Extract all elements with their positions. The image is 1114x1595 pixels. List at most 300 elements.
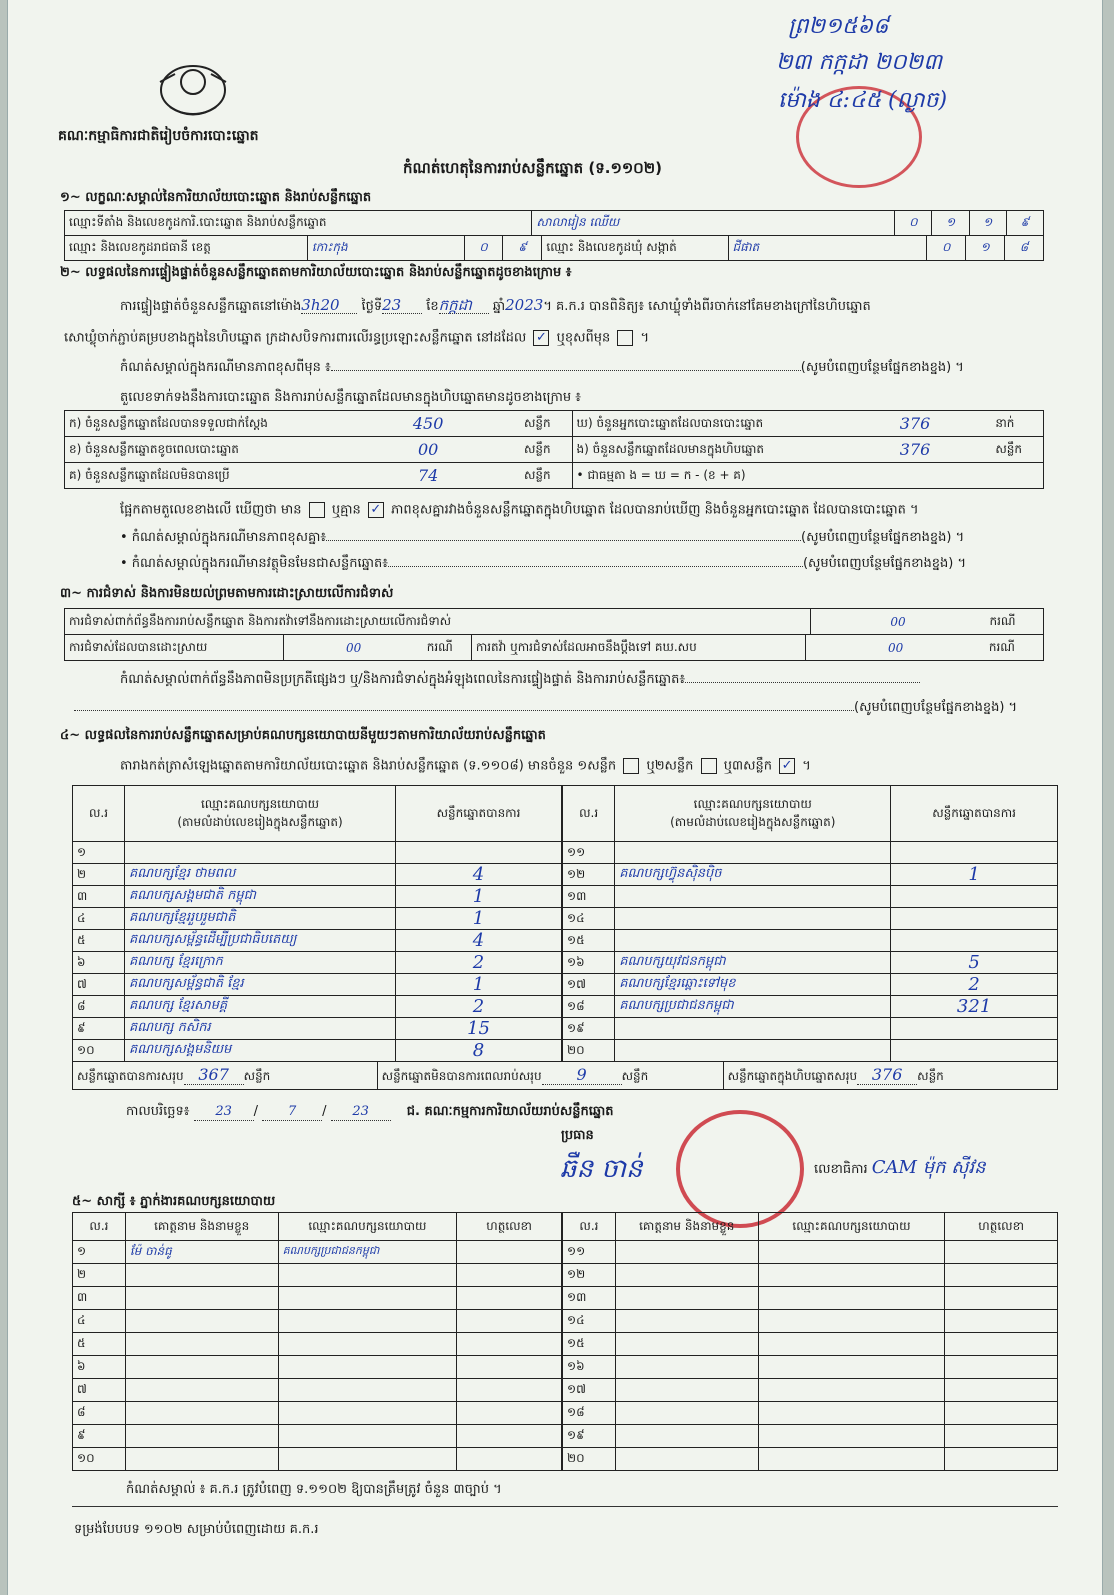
witness-name[interactable]: ម៉ែ ចាន់ធូ xyxy=(125,1241,278,1264)
bullet2-hint: (សូមបំពេញបន្ថែមផ្នែកខាងខ្នង) ។ xyxy=(802,556,967,571)
party-votes[interactable]: 321 xyxy=(891,996,1058,1018)
party-votes[interactable]: 4 xyxy=(396,864,562,886)
witness-party[interactable] xyxy=(278,1287,457,1310)
witness-name[interactable] xyxy=(125,1287,278,1310)
witness-name[interactable] xyxy=(615,1425,758,1448)
figures-row xyxy=(65,411,1044,437)
party-name[interactable]: គណបក្សសម្ព័ន្ធដើម្បីប្រជាធិបតេយ្យ xyxy=(125,930,396,952)
witness-signature[interactable] xyxy=(945,1425,1058,1448)
witness-name[interactable] xyxy=(125,1310,278,1333)
objection-count[interactable]: 00 xyxy=(810,609,985,635)
irregularity-note xyxy=(120,672,920,688)
col-votes-header: សន្លឹកឆ្នោតបានការ xyxy=(396,786,562,842)
receipt-time: ម៉ោង ៤:៤៥ (ល្ងាច) xyxy=(778,88,948,113)
party-result-row xyxy=(73,864,562,886)
witness-col-no: ល.រ xyxy=(73,1213,126,1241)
witness-party[interactable] xyxy=(758,1448,945,1471)
row-number: ៩ xyxy=(73,1425,126,1448)
witness-signature[interactable] xyxy=(945,1287,1058,1310)
witness-name[interactable] xyxy=(615,1264,758,1287)
commune-code-digit[interactable]: ១ xyxy=(966,236,1005,261)
one-sheet-checkbox[interactable] xyxy=(623,758,639,774)
row-number: ៣ xyxy=(73,886,125,908)
witness-row xyxy=(563,1379,1058,1402)
party-result-row xyxy=(563,842,1058,864)
party-name[interactable]: គណបក្សសង្គមជាតិ កម្ពុជា xyxy=(125,886,396,908)
witness-name[interactable] xyxy=(125,1333,278,1356)
row-number: ១១ xyxy=(563,842,615,864)
witness-party[interactable] xyxy=(758,1287,945,1310)
col-no-header: ល.រ xyxy=(563,786,615,842)
witness-table-right xyxy=(562,1212,1058,1471)
witness-signature[interactable] xyxy=(457,1402,562,1425)
total-invalid-label: សន្លឹកឆ្នោតមិនបានការពេលរាប់សរុប xyxy=(381,1069,542,1083)
two-sheets-label: ឬ២សន្លឹក xyxy=(646,758,694,774)
nec-emblem-icon xyxy=(150,52,236,122)
col-party-subtitle: (តាមលំដាប់លេខរៀងក្នុងសន្លឹកឆ្នោត) xyxy=(670,814,836,829)
party-name[interactable] xyxy=(615,908,891,930)
row-number: ៤ xyxy=(73,908,125,930)
province-code-digit[interactable]: ៩ xyxy=(503,236,542,261)
bullet-line1 xyxy=(120,530,964,546)
figure-value-right[interactable]: 376 xyxy=(839,411,992,437)
party-name[interactable]: គណបក្ស ខ្មែរក្រោក xyxy=(125,952,396,974)
row-number: ១០ xyxy=(73,1448,126,1471)
party-result-row xyxy=(73,952,562,974)
witness-name[interactable] xyxy=(125,1402,278,1425)
col-party-title: ឈ្មោះគណបក្សនយោបាយ xyxy=(693,796,812,811)
party-name[interactable] xyxy=(125,842,396,864)
row-number: ១៣ xyxy=(563,1287,616,1310)
irregularity-note-field[interactable] xyxy=(685,682,920,683)
date-year[interactable]: 23 xyxy=(331,1104,391,1121)
figure-value-right[interactable] xyxy=(839,463,992,489)
verification-year-label: ឆ្នាំ xyxy=(492,299,506,314)
party-votes[interactable]: 5 xyxy=(891,952,1058,974)
footer-divider xyxy=(72,1506,1058,1507)
figure-unit-right: សន្លឹក xyxy=(991,437,1043,463)
figure-label-left: ខ) ចំនួនសន្លឹកឆ្នោតខូចពេលបោះឆ្នោត xyxy=(65,437,337,463)
bullet1-label: • កំណត់សម្គាល់ក្នុងករណីមានភាពខុសគ្នា៖ xyxy=(120,530,327,545)
changed-label: ឬខុសពីមុន xyxy=(556,330,611,346)
party-result-row xyxy=(73,996,562,1018)
objection-unit: ករណី xyxy=(985,609,1043,635)
witness-name[interactable] xyxy=(615,1402,758,1425)
row-number: ៩ xyxy=(73,1018,125,1040)
witness-party[interactable] xyxy=(758,1333,945,1356)
figure-label-right: ង) ចំនួនសន្លឹកឆ្នោតដែលមានក្នុងហិបឆ្នោត xyxy=(572,437,839,463)
witness-party[interactable] xyxy=(278,1402,457,1425)
figure-unit-left: សន្លឹក xyxy=(520,437,572,463)
witness-name[interactable] xyxy=(615,1379,758,1402)
witness-name[interactable] xyxy=(125,1356,278,1379)
section4-heading: ៤~ លទ្ធផលនៃការរាប់សន្លឹកឆ្នោតសម្រាប់គណបក្សនយោបាយនីមួយៗតាមការិយាល័យរាប់សន្លឹកឆ្នោត xyxy=(60,728,546,743)
witness-signature[interactable] xyxy=(945,1379,1058,1402)
row-number: ២ xyxy=(73,864,125,886)
party-votes[interactable]: 1 xyxy=(396,908,562,930)
row-number: ៧ xyxy=(73,974,125,996)
witness-party[interactable] xyxy=(278,1425,457,1448)
party-votes[interactable]: 4 xyxy=(396,930,562,952)
verification-month-label: ខែ xyxy=(426,299,439,314)
witness-signature[interactable] xyxy=(457,1425,562,1448)
row-number: ១៤ xyxy=(563,908,615,930)
witness-row xyxy=(73,1241,562,1264)
party-name[interactable]: គណបក្សប្រជាជនកម្ពុជា xyxy=(615,996,891,1018)
secretary-label: លេខាធិការ xyxy=(814,1162,868,1177)
witness-party[interactable] xyxy=(278,1310,457,1333)
witness-signature[interactable] xyxy=(457,1379,562,1402)
station-code-digit[interactable]: ៩ xyxy=(1006,211,1043,236)
witness-party[interactable] xyxy=(278,1379,457,1402)
party-result-row xyxy=(73,1040,562,1062)
province-code-digit[interactable]: ០ xyxy=(464,236,503,261)
witness-name[interactable] xyxy=(125,1379,278,1402)
irregularity-hint: (សូមបំពេញបន្ថែមផ្នែកខាងខ្នង) ។ xyxy=(854,700,1018,715)
commune-code-digit[interactable]: ០ xyxy=(927,236,966,261)
row-number: ២០ xyxy=(563,1448,616,1471)
verification-text: ។ គ.ក.រ បានពិនិត្យ៖ សោឃ្លុំទាំងពីរចាក់នៅគែមខាងក្រៅនៃហិបឆ្នោត xyxy=(543,299,871,314)
figure-unit-left: សន្លឹក xyxy=(520,463,572,489)
witness-signature[interactable] xyxy=(945,1448,1058,1471)
total-valid-label: សន្លឹកឆ្នោតបានការសរុប xyxy=(77,1069,184,1083)
party-votes[interactable] xyxy=(891,886,1058,908)
witness-party[interactable] xyxy=(758,1310,945,1333)
bullet2-label: • កំណត់សម្គាល់ក្នុងករណីមានវត្ថុមិនមែនជាសន្លឹកឆ្នោត៖ xyxy=(120,556,388,571)
total-invalid[interactable]: 9 xyxy=(542,1065,622,1085)
party-votes[interactable] xyxy=(891,842,1058,864)
witness-name[interactable] xyxy=(615,1448,758,1471)
row-number: ១ xyxy=(73,1241,126,1264)
province-label: ឈ្មោះ និងលេខកូដរាជធានី ខេត្ត xyxy=(65,236,308,261)
station-name[interactable]: សាលារៀន ឈើយ xyxy=(532,211,895,236)
province-name[interactable]: កោះកុង xyxy=(307,236,464,261)
figure-unit-right xyxy=(991,463,1043,489)
copies-note: កំណត់សម្គាល់ ៖ គ.ក.រ ត្រូវបំពេញ ទ.១១០២ ឱ្យបានត្រឹមត្រូវ ចំនួន ៣ច្បាប់ ។ xyxy=(126,1482,502,1497)
party-result-row xyxy=(563,1040,1058,1062)
witness-name[interactable] xyxy=(615,1310,758,1333)
appeal-unit: ករណី xyxy=(985,635,1044,661)
verification-line1 xyxy=(120,297,871,315)
party-votes[interactable] xyxy=(396,842,562,864)
party-result-row xyxy=(73,842,562,864)
party-name[interactable]: គណបក្សហ៊្វុនស៊ិនប៉ិច xyxy=(615,864,891,886)
witness-row xyxy=(563,1287,1058,1310)
figure-label-left: ក) ចំនួនសន្លឹកឆ្នោតដែលបានទទួលជាក់ស្តែង xyxy=(65,411,337,437)
party-votes[interactable] xyxy=(891,1040,1058,1062)
date-line: កាលបរិច្ឆេទ៖ 23 / 7 / 23 ជ. គណៈកម្មការការិយាល័យរាប់សន្លឹកឆ្នោត xyxy=(126,1104,614,1119)
row-number: ១០ xyxy=(73,1040,125,1062)
verification-year[interactable]: 2023 xyxy=(505,296,544,314)
witness-signature[interactable] xyxy=(457,1310,562,1333)
objection-table-row2 xyxy=(64,634,1044,661)
party-votes[interactable]: 1 xyxy=(396,886,562,908)
row-number: ១៧ xyxy=(563,1379,616,1402)
three-sheets-label: ឬ៣សន្លឹក xyxy=(723,758,772,774)
verification-seals-text: សោឃ្លុំចាក់ភ្ជាប់គម្របខាងក្នុងនៃហិបឆ្នោត ក្រដាសបិទការពារលើរន្ធប្រឡោះសន្លឹកឆ្នោត នៅដដែល xyxy=(64,330,527,346)
witness-party[interactable] xyxy=(278,1333,457,1356)
witness-signature[interactable] xyxy=(945,1241,1058,1264)
party-name[interactable]: គណបក្សសម្ព័ន្ធជាតិ ខ្មែរ xyxy=(125,974,396,996)
appeal-label: ការតវ៉ា ឬការជំទាស់ដែលអាចនឹងប្តឹងទៅ គឃ.សប xyxy=(471,635,806,661)
form-footer: ទម្រង់បែបបទ ១១០២ សម្រាប់បំពេញដោយ គ.ក.រ xyxy=(74,1522,319,1537)
objection-table xyxy=(64,608,1044,635)
bullet1-field[interactable] xyxy=(326,540,801,541)
party-name[interactable]: គណបក្សខ្មែរ ថាមពល xyxy=(125,864,396,886)
witness-party[interactable] xyxy=(758,1264,945,1287)
station-code-digit[interactable]: ១ xyxy=(932,211,969,236)
party-votes[interactable] xyxy=(891,1018,1058,1040)
witness-signature[interactable] xyxy=(945,1333,1058,1356)
date-day[interactable]: 23 xyxy=(194,1104,254,1121)
total-valid[interactable]: 367 xyxy=(184,1065,244,1085)
col-party-header xyxy=(125,786,396,842)
verification-month[interactable]: កក្កដា xyxy=(439,297,489,314)
station-code-digit[interactable]: ០ xyxy=(895,211,932,236)
party-name[interactable] xyxy=(615,842,891,864)
form-title: កំណត់ហេតុនៃការរាប់សន្លឹកឆ្នោត (ទ.១១០២) xyxy=(403,159,663,177)
row1-label: ឈ្មោះទីតាំង និងលេខកូដការិ.បោះឆ្នោត និងរាប់សន្លឹកឆ្នោត xyxy=(65,211,532,236)
row-number: ១ xyxy=(73,842,125,864)
total-box-cell xyxy=(723,1062,1057,1090)
row-number: ៨ xyxy=(73,996,125,1018)
witness-col-no: ល.រ xyxy=(563,1213,616,1241)
row-number: ១៥ xyxy=(563,1333,616,1356)
secretary-signature[interactable]: CAM ម៉ុក ស៊ីវន xyxy=(871,1157,986,1178)
row-number: ២០ xyxy=(563,1040,615,1062)
witness-signature[interactable] xyxy=(945,1402,1058,1425)
party-name[interactable]: គណបក្សខ្មែររួបរួមជាតិ xyxy=(125,908,396,930)
discrepancy-text: ភាពខុសគ្នារវាងចំនួនសន្លឹកឆ្នោតក្នុងហិបឆ្នោត ដែលបានរាប់ឃើញ និងចំនួនអ្នកបោះឆ្នោត ដែលបានបោះឆ្នោត ។ xyxy=(391,502,919,518)
irregularity-note-field2[interactable] xyxy=(74,710,854,711)
witness-name[interactable] xyxy=(615,1287,758,1310)
bullet2-field[interactable] xyxy=(388,566,803,567)
party-result-row xyxy=(563,930,1058,952)
witness-signature[interactable] xyxy=(945,1264,1058,1287)
row-number: ១១ xyxy=(563,1241,616,1264)
row-number: ១៩ xyxy=(563,1018,615,1040)
party-votes[interactable] xyxy=(891,908,1058,930)
station-code-digit[interactable]: ១ xyxy=(969,211,1006,236)
section1-table-row2 xyxy=(64,235,1044,261)
org-name: គណៈកម្មាធិការជាតិរៀបចំការបោះឆ្នោត xyxy=(58,128,259,144)
witness-signature[interactable] xyxy=(457,1287,562,1310)
witness-name[interactable] xyxy=(125,1264,278,1287)
row-number: ១៨ xyxy=(563,996,615,1018)
witness-name[interactable] xyxy=(615,1356,758,1379)
party-name[interactable] xyxy=(615,1040,891,1062)
witness-name[interactable] xyxy=(615,1333,758,1356)
party-votes[interactable] xyxy=(891,930,1058,952)
irregularity-note-label: កំណត់សម្គាល់ពាក់ព័ន្ធនឹងភាពមិនប្រក្រតីផ្សេងៗ ឬ/និងការជំទាស់ក្នុងអំឡុងពេលនៃការផ្ទៀងផ្ទាត់ និងការរាប់សន្លឹកឆ្នោត៖ xyxy=(120,672,686,687)
party-votes[interactable]: 1 xyxy=(396,974,562,996)
party-votes[interactable]: 2 xyxy=(891,974,1058,996)
party-votes[interactable]: 2 xyxy=(396,996,562,1018)
witness-col-party: ឈ្មោះគណបក្សនយោបាយ xyxy=(758,1213,945,1241)
witness-signature[interactable] xyxy=(457,1333,562,1356)
party-name[interactable]: គណបក្សខ្មែរឆ្ពោះទៅមុខ xyxy=(615,974,891,996)
party-result-row xyxy=(73,1018,562,1040)
party-votes[interactable]: 15 xyxy=(396,1018,562,1040)
row-number: ១៤ xyxy=(563,1310,616,1333)
witness-name[interactable] xyxy=(125,1448,278,1471)
row-number: ៤ xyxy=(73,1310,126,1333)
witness-party[interactable] xyxy=(278,1448,457,1471)
witness-name[interactable] xyxy=(615,1241,758,1264)
section1-table xyxy=(64,210,1044,236)
witness-signature[interactable] xyxy=(945,1310,1058,1333)
party-name[interactable] xyxy=(615,930,891,952)
witness-party[interactable] xyxy=(758,1356,945,1379)
witness-row xyxy=(563,1402,1058,1425)
party-name[interactable]: គណបក្សយុវជនកម្ពុជា xyxy=(615,952,891,974)
total-valid-cell xyxy=(73,1062,378,1090)
commune-label: ឈ្មោះ និងលេខកូដឃុំ សង្កាត់ xyxy=(542,236,728,261)
witness-row xyxy=(73,1402,562,1425)
witness-party[interactable] xyxy=(758,1379,945,1402)
discrepancy-yes-checkbox[interactable] xyxy=(309,502,325,518)
figure-value-right[interactable]: 376 xyxy=(839,437,992,463)
party-result-row xyxy=(73,930,562,952)
witness-signature[interactable] xyxy=(457,1241,562,1264)
verification-time[interactable]: 3h20 xyxy=(301,297,357,314)
total-invalid-unit: សន្លឹក xyxy=(621,1069,649,1083)
witness-row xyxy=(563,1310,1058,1333)
party-result-row xyxy=(563,952,1058,974)
witness-signature[interactable] xyxy=(457,1448,562,1471)
section1-heading: ១~ លក្ខណៈសម្គាល់នៃការិយាល័យបោះឆ្នោត និងរាប់សន្លឹកឆ្នោត xyxy=(60,190,372,205)
col-party-subtitle: (តាមលំដាប់លេខរៀងក្នុងសន្លឹកឆ្នោត) xyxy=(177,814,343,829)
party-result-row xyxy=(563,908,1058,930)
witness-name[interactable] xyxy=(125,1425,278,1448)
difference-note-field[interactable] xyxy=(331,370,801,371)
chair-label: ប្រធាន xyxy=(561,1128,594,1143)
two-sheets-checkbox[interactable] xyxy=(701,758,717,774)
witness-signature[interactable] xyxy=(945,1356,1058,1379)
witness-party[interactable] xyxy=(758,1402,945,1425)
appeal-count[interactable]: 00 xyxy=(806,635,985,661)
total-box-unit: សន្លឹក xyxy=(917,1069,944,1083)
party-result-row xyxy=(73,886,562,908)
chair-signature[interactable]: ឆឺន ចាន់ xyxy=(560,1154,643,1184)
witness-row xyxy=(563,1425,1058,1448)
official-seal xyxy=(676,1110,804,1228)
discrepancy-none-label: ឬគ្មាន xyxy=(331,502,361,518)
total-box-label: សន្លឹកឆ្នោតក្នុងហិបឆ្នោតសរុប xyxy=(727,1069,858,1083)
resolved-count[interactable]: 00 xyxy=(284,635,423,661)
party-name[interactable] xyxy=(615,1018,891,1040)
receipt-date: ២៣ កក្កដា ២០២៣ xyxy=(776,50,942,75)
witness-col-party: ឈ្មោះគណបក្សនយោបាយ xyxy=(278,1213,457,1241)
witness-party[interactable] xyxy=(758,1425,945,1448)
figure-value-left[interactable]: 74 xyxy=(336,463,520,489)
witness-row xyxy=(73,1310,562,1333)
figures-intro: តួលេខទាក់ទងនឹងការបោះឆ្នោត និងការរាប់សន្លឹកឆ្នោតដែលមានក្នុងហិបឆ្នោតមានដូចខាងក្រោម ៖ xyxy=(120,390,581,405)
figures-row xyxy=(65,437,1044,463)
row-number: ១៨ xyxy=(563,1402,616,1425)
section3-heading: ៣~ ការជំទាស់ និងការមិនយល់ព្រមតាមការដោះស្រាយលើការជំទាស់ xyxy=(60,586,394,601)
figures-table xyxy=(64,410,1044,489)
row-number: ៧ xyxy=(73,1379,126,1402)
bullet-line2 xyxy=(120,556,966,572)
row-number: ២ xyxy=(73,1264,126,1287)
commune-code-digit[interactable]: ៨ xyxy=(1005,236,1044,261)
resolved-unit: ករណី xyxy=(423,635,472,661)
witness-signature[interactable] xyxy=(457,1264,562,1287)
changed-checkbox[interactable] xyxy=(617,330,633,346)
bullet1-hint: (សូមបំពេញបន្ថែមផ្នែកខាងខ្នង) ។ xyxy=(801,530,965,545)
party-votes[interactable]: 8 xyxy=(396,1040,562,1062)
commune-name[interactable]: ជីផាត xyxy=(728,236,927,261)
row-number: ១៦ xyxy=(563,1356,616,1379)
witness-signature[interactable] xyxy=(457,1356,562,1379)
total-invalid-cell xyxy=(377,1062,723,1090)
row-number: ១៩ xyxy=(563,1425,616,1448)
verification-day-label: ថ្ងៃទី xyxy=(361,299,383,314)
unchanged-checkbox[interactable] xyxy=(533,330,549,346)
results-table-left xyxy=(72,785,562,1062)
party-result-row xyxy=(563,996,1058,1018)
totals-row xyxy=(72,1061,1058,1090)
objection-label: ការជំទាស់ពាក់ព័ន្ធនឹងការរាប់សន្លឹកឆ្នោត និងការតវ៉ាទៅនឹងការដោះស្រាយលើការជំទាស់ xyxy=(65,609,811,635)
party-result-row xyxy=(73,974,562,996)
witness-table-left xyxy=(72,1212,562,1471)
party-name[interactable]: គណបក្ស កសិករ xyxy=(125,1018,396,1040)
figure-unit-right: នាក់ xyxy=(991,411,1043,437)
witness-row xyxy=(73,1287,562,1310)
verification-day[interactable]: 23 xyxy=(382,297,422,314)
total-box[interactable]: 376 xyxy=(857,1065,917,1085)
discrepancy-has-label: ផ្អែកតាមតួលេខខាងលើ ឃើញថា មាន xyxy=(120,502,302,518)
party-name[interactable] xyxy=(615,886,891,908)
figure-label-right: ឃ) ចំនួនអ្នកបោះឆ្នោតដែលបានបោះឆ្នោត xyxy=(572,411,839,437)
committee-label: ជ. គណៈកម្មការការិយាល័យរាប់សន្លឹកឆ្នោត xyxy=(406,1104,614,1119)
row-number: ១៣ xyxy=(563,886,615,908)
figure-label-left: គ) ចំនួនសន្លឹកឆ្នោតដែលមិនបានប្រើ xyxy=(65,463,337,489)
witness-col-sign: ហត្ថលេខា xyxy=(945,1213,1058,1241)
party-votes[interactable]: 1 xyxy=(891,864,1058,886)
col-votes-header: សន្លឹកឆ្នោតបានការ xyxy=(891,786,1058,842)
col-no-header: ល.រ xyxy=(73,786,125,842)
witness-row xyxy=(73,1356,562,1379)
figure-value-left[interactable]: 00 xyxy=(336,437,520,463)
tally-sheet-count-label: តារាងកត់ត្រាសំឡេងឆ្នោតតាមការិយាល័យបោះឆ្នោត និងរាប់សន្លឹកឆ្នោត (ទ.១១០៨) មានចំនួន ១សន្លឹក xyxy=(120,758,617,774)
col-party-header xyxy=(615,786,891,842)
party-name[interactable]: គណបក្ស ខ្មែរសាមគ្គី xyxy=(125,996,396,1018)
witness-party[interactable] xyxy=(278,1264,457,1287)
discrepancy-no-checkbox[interactable] xyxy=(368,502,384,518)
party-votes[interactable]: 2 xyxy=(396,952,562,974)
figure-value-left[interactable]: 450 xyxy=(336,411,520,437)
verification-line2: សោឃ្លុំចាក់ភ្ជាប់គម្របខាងក្នុងនៃហិបឆ្នោត ក្រដាសបិទការពារលើរន្ធប្រឡោះសន្លឹកឆ្នោត នៅដដែល ✓ ឬខុសពីមុន ។ xyxy=(64,330,649,347)
witness-party[interactable]: គណបក្សប្រជាជនកម្ពុជា xyxy=(278,1241,457,1264)
party-name[interactable]: គណបក្សសង្គមនិយម xyxy=(125,1040,396,1062)
discrepancy-line xyxy=(120,502,919,519)
witness-party[interactable] xyxy=(758,1241,945,1264)
total-valid-unit: សន្លឹក xyxy=(243,1069,271,1083)
witness-col-name: គោត្តនាម និងនាមខ្លួន xyxy=(615,1213,758,1241)
witness-party[interactable] xyxy=(278,1356,457,1379)
irregularity-line2 xyxy=(74,700,1017,716)
secretary-line xyxy=(814,1157,986,1178)
row-number: ១៦ xyxy=(563,952,615,974)
receipt-number: ព្រ២១៥៦៨ xyxy=(788,14,889,39)
verification-time-label: ការផ្ទៀងផ្ទាត់ចំនួនសន្លឹកឆ្នោតនៅម៉ោង xyxy=(120,299,302,314)
difference-note-line xyxy=(120,360,964,376)
three-sheets-checkbox[interactable] xyxy=(779,758,795,774)
difference-note-hint: (សូមបំពេញបន្ថែមផ្នែកខាងខ្នង) ។ xyxy=(800,360,964,375)
date-month[interactable]: 7 xyxy=(262,1104,322,1121)
